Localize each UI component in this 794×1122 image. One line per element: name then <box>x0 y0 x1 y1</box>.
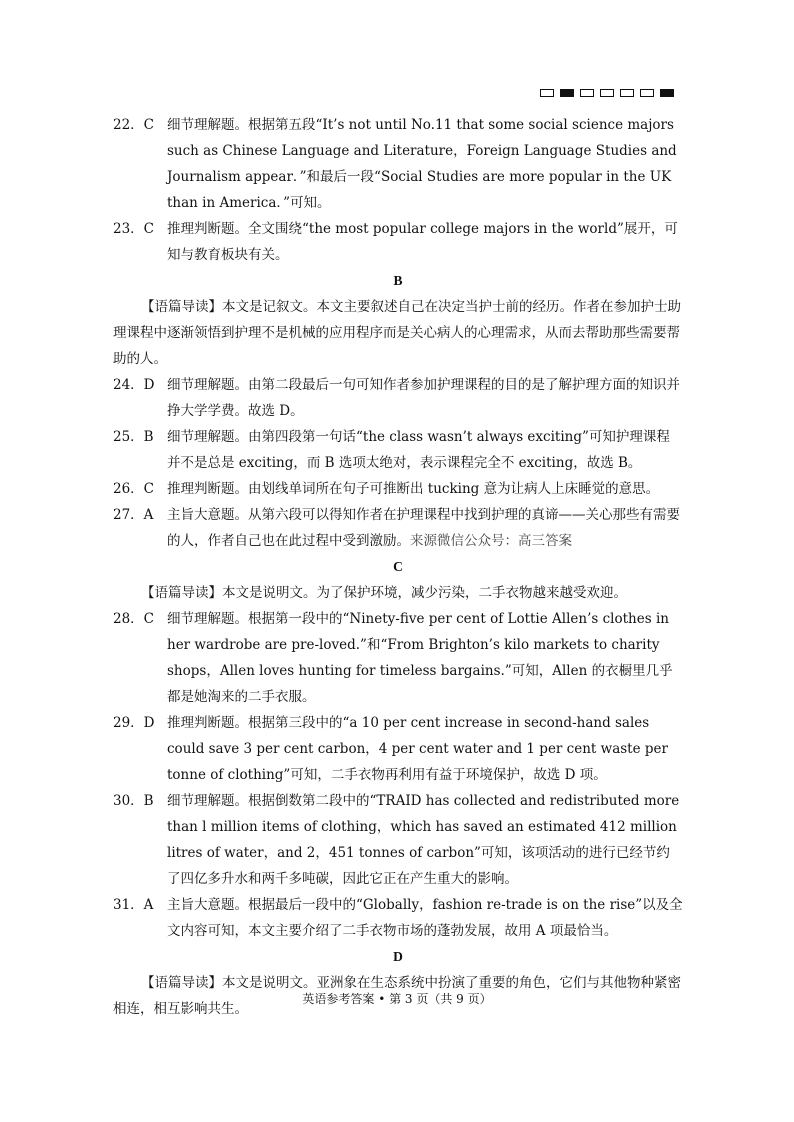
question-explanation: 细节理解题。根据第一段中的“Ninety-five per cent of Lottie Allen’s clothes in her wardrobe are pre-loved.”和“From Brighton’s kilo markets to charity shops，Allen loves hunting for timeless bargains.”可知，Allen 的衣橱里几乎都是她淘来的二手衣服。 <box>167 611 673 705</box>
header-mark <box>580 89 594 97</box>
question-item <box>113 424 683 476</box>
question-number: 26．C <box>113 481 155 497</box>
question-explanation: 推理判断题。全文围绕“the most popular college majors in the world”展开，可知与教育板块有关。 <box>167 221 678 263</box>
question-explanation-text: 主旨大意题。从第六段可以得知作者在护理课程中找到护理的真谛——关心那些有需要的人，作者自己也在此过程中受到激励。 <box>167 507 680 549</box>
question-explanation: 细节理解题。根据第五段“It’s not until No.11 that some social science majors such as Chinese Language and Literature，Foreign Language Studies and Journalism appear．”和最后一段“Social Studies are more popular in the UK than in America．”可知。 <box>167 117 677 211</box>
header-mark <box>620 89 634 97</box>
question-item <box>113 788 683 892</box>
source-note: 来源微信公众号：高三答案 <box>410 533 572 549</box>
header-mark <box>640 89 654 97</box>
section-heading-c: C <box>393 559 403 574</box>
section-heading-b: B <box>393 273 403 288</box>
header-mark <box>600 89 614 97</box>
question-number: 22．C <box>113 117 155 133</box>
question-explanation: 细节理解题。由第二段最后一句可知作者参加护理课程的目的是了解护理方面的知识并挣大学学费。故选 D。 <box>167 377 680 419</box>
question-item <box>113 710 683 788</box>
header-marks <box>540 89 674 97</box>
question-item <box>113 112 683 216</box>
question-item <box>113 892 683 944</box>
question-number: 31．A <box>113 897 154 913</box>
question-explanation <box>167 502 683 554</box>
question-item <box>113 216 683 268</box>
header-mark-filled <box>560 89 574 97</box>
question-number: 27．A <box>113 507 154 523</box>
question-item <box>113 606 683 710</box>
question-item <box>113 502 683 554</box>
question-explanation: 推理判断题。由划线单词所在句子可推断出 tucking 意为让病人上床睡觉的意思。 <box>167 481 660 497</box>
question-explanation: 主旨大意题。根据最后一段中的“Globally，fashion re-trade is on the rise”以及全文内容可知，本文主要介绍了二手衣物市场的蓬勃发展，故用 A 项最恰当。 <box>167 897 683 939</box>
question-number: 23．C <box>113 221 155 237</box>
section-intro-d: 【语篇导读】本文是说明文。亚洲象在生态系统中扮演了重要的角色，它们与其他物种紧密相连，相互影响共生。 <box>113 975 681 1017</box>
header-mark-filled <box>660 89 674 97</box>
question-item <box>113 372 683 424</box>
header-mark <box>540 89 554 97</box>
question-number: 29．D <box>113 715 155 731</box>
question-explanation: 推理判断题。根据第三段中的“a 10 per cent increase in second-hand sales could save 3 per cent carbon，4 per cent water and 1 per cent waste per tonne of clothing”可知，二手衣物再利用有益于环境保护，故选 D 项。 <box>167 715 668 783</box>
question-explanation: 细节理解题。由第四段第一句话“the class wasn’t always exciting”可知护理课程并不是总是 exciting，而 B 选项太绝对，表示课程完全不 exciting，故选 B。 <box>167 429 670 471</box>
question-number: 25．B <box>113 429 154 445</box>
question-number: 28．C <box>113 611 155 627</box>
question-explanation: 细节理解题。根据倒数第二段中的“TRAID has collected and redistributed more than l million items of clothing，which has saved an estimated 412 million litres of water，and 2，451 tonnes of carbon”可知，该项活动的进行已经节约了四亿多升水和两千多吨碳，因此它正在产生重大的影响。 <box>167 793 680 887</box>
question-number: 30．B <box>113 793 154 809</box>
answer-content <box>113 112 683 1022</box>
section-intro-b: 【语篇导读】本文是记叙文。本文主要叙述自己在决定当护士前的经历。作者在参加护士助理课程中逐渐领悟到护理不是机械的应用程序而是关心病人的心理需求，从而去帮助那些需要帮助的人。 <box>113 299 681 367</box>
question-item <box>113 476 683 502</box>
page-footer: 英语参考答案 • 第 3 页（共 9 页） <box>302 992 492 1006</box>
section-intro-c: 【语篇导读】本文是说明文。为了保护环境，减少污染，二手衣物越来越受欢迎。 <box>141 585 627 601</box>
section-heading-d: D <box>393 949 403 964</box>
question-number: 24．D <box>113 377 155 393</box>
